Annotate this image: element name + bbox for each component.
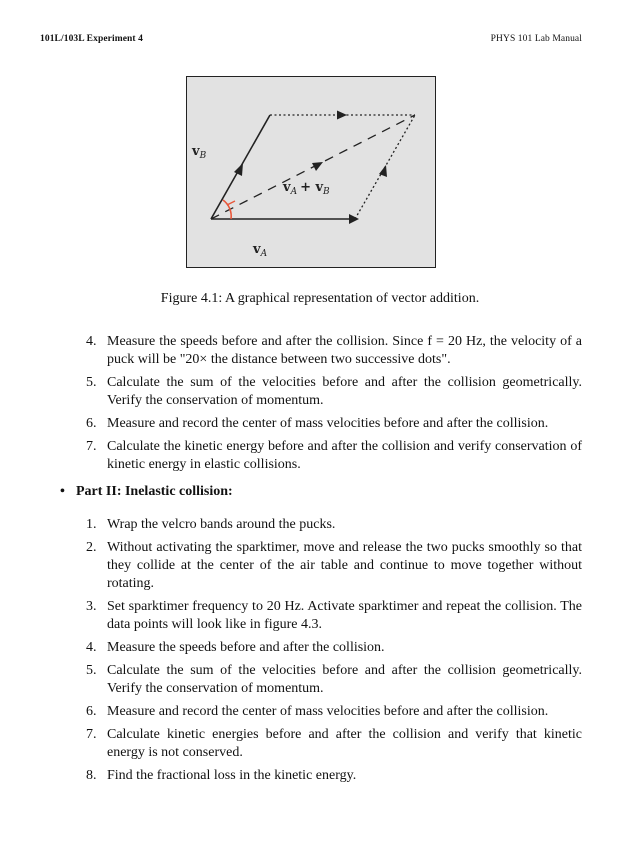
step-number: 5. [86, 375, 97, 390]
step-number: 8. [86, 768, 97, 783]
part1-step [86, 415, 582, 433]
part2-step [86, 516, 582, 534]
part1-step [86, 333, 582, 369]
step-text: Measure and record the center of mass velocities before and after the collision. [107, 416, 549, 431]
step-text: Calculate the kinetic energy before and after the collision and verify conservation of kinetic energy in elastic collisions. [107, 439, 582, 472]
vector-a-arrowhead [349, 214, 359, 224]
step-text: Set sparktimer frequency to 20 Hz. Activate sparktimer and repeat the collision. The data points will look like in figure 4.3. [107, 599, 582, 632]
header-right: PHYS 101 Lab Manual [490, 34, 582, 44]
step-text: Measure the speeds before and after the collision. [107, 640, 385, 655]
label-sum: vA + vB [283, 180, 330, 197]
step-number: 6. [86, 416, 97, 431]
step-number: 6. [86, 704, 97, 719]
vector-addition-figure [186, 76, 436, 268]
part1-step [86, 438, 582, 474]
step-text: Calculate the sum of the velocities before and after the collision geometrically. Verify the conservation of momentum. [107, 663, 582, 696]
step-number: 2. [86, 540, 97, 555]
step-number: 1. [86, 517, 97, 532]
part2-heading-text: Part II: Inelastic collision: [76, 484, 233, 499]
step-text: Measure the speeds before and after the collision. Since f = 20 Hz, the velocity of a puck will be "20× the distance between two successive dots". [107, 334, 582, 367]
part1-step [86, 374, 582, 410]
step-text: Calculate kinetic energies before and after the collision and verify that kinetic energy is not conserved. [107, 727, 582, 760]
part2-step [86, 539, 582, 593]
step-text: Calculate the sum of the velocities before and after the collision geometrically. Verify the conservation of momentum. [107, 375, 582, 408]
part2-step [86, 639, 582, 657]
part2-step [86, 767, 582, 785]
bullet-marker: • [60, 484, 65, 499]
step-text: Wrap the velcro bands around the pucks. [107, 517, 336, 532]
label-vb: vB [192, 144, 207, 161]
part2-heading [60, 484, 233, 500]
step-number: 3. [86, 599, 97, 614]
step-text: Find the fractional loss in the kinetic energy. [107, 768, 357, 783]
part2-step [86, 598, 582, 634]
vector-b-arrowhead [234, 163, 243, 176]
step-number: 4. [86, 334, 97, 349]
part2-step [86, 703, 582, 721]
part2-step-list [86, 516, 582, 790]
step-number: 5. [86, 663, 97, 678]
figure-caption: Figure 4.1: A graphical representation of vector addition. [160, 291, 480, 306]
vector-diagram [187, 77, 437, 269]
part2-step [86, 662, 582, 698]
step-number: 7. [86, 727, 97, 742]
step-text: Without activating the sparktimer, move and release the two pucks smoothly so that they collide at the center of the air table and continue to move together without rotating. [107, 540, 582, 591]
part2-step [86, 726, 582, 762]
label-va: vA [253, 242, 268, 259]
step-text: Measure and record the center of mass velocities before and after the collision. [107, 704, 549, 719]
step-number: 4. [86, 640, 97, 655]
part1-step-list [86, 333, 582, 479]
step-number: 7. [86, 439, 97, 454]
header-left: 101L/103L Experiment 4 [40, 34, 144, 44]
top-edge-arrowhead [337, 111, 347, 120]
angle-arc-tick [227, 201, 235, 205]
